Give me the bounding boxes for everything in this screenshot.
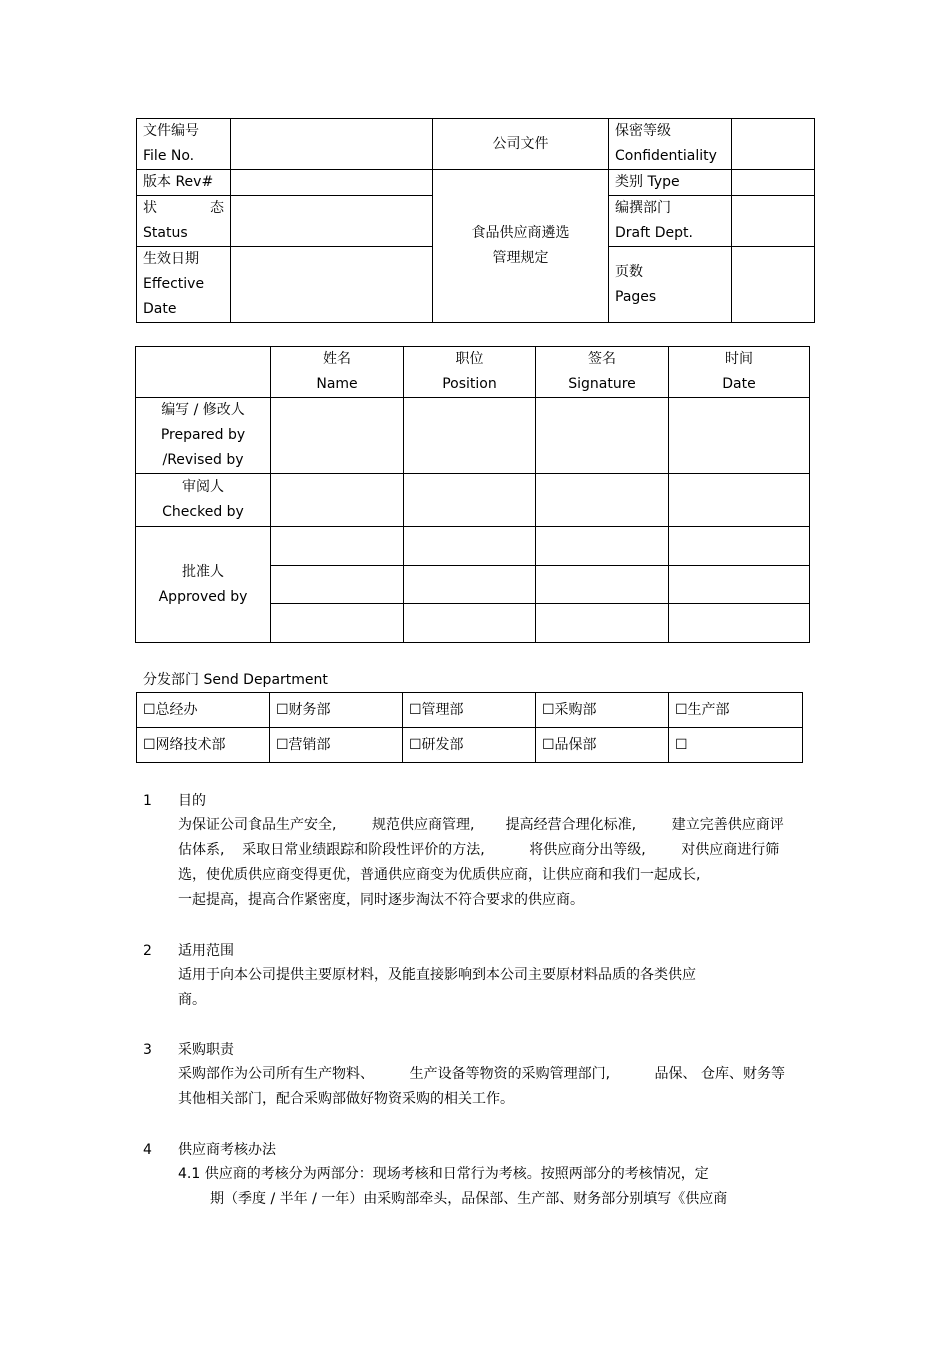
approved-signature-cell [536,527,669,566]
effective-date-label: 生效日期 Effective Date [137,247,231,323]
sign-corner-cell [136,347,271,398]
status-label: 状 态 Status [137,196,231,247]
dept-checkbox-rnd[interactable]: ☐研发部 [403,728,536,763]
section-2-number: 2 [143,943,152,959]
dept-checkbox-purchasing[interactable]: ☐采购部 [536,693,669,728]
signature-table [135,346,810,643]
col-signature-header: 签名 Signature [536,347,669,398]
document-title: 食品供应商遴选 管理规定 [433,170,609,323]
section-1-number: 1 [143,793,152,809]
prepared-name-cell [271,398,404,474]
approved-date-cell [669,527,810,566]
section-2-title: 适用范围 [178,943,234,959]
checked-name-cell [271,474,404,527]
draft-dept-label: 编撰部门 Draft Dept. [609,196,732,247]
effective-date-value [231,247,433,323]
revision-value [231,170,433,196]
pages-value [732,247,815,323]
section-1-paragraph: 为保证公司食品生产安全, 规范供应商管理, 提高经营合理化标准, 建立完善供应商评 估体系, 采取日常业绩跟踪和阶段性评价的方法, 将供应商分出等级, 对供应商进行筛 选，使优质供应商变得更优，普通供应商变为优质供应商，让供应商和我们一起成长, 一起提高，提高合作紧密度，同时逐步淘汰不符合要求的供应商。 [178,817,784,908]
dept-checkbox-quality[interactable]: ☐品保部 [536,728,669,763]
section-2-paragraph: 适用于向本公司提供主要原材料，及能直接影响到本公司主要原材料品质的各类供应 商。 [178,967,696,1008]
section-3-title: 采购职责 [178,1042,234,1058]
col-position-header: 职位 Position [404,347,536,398]
section-1-title: 目的 [178,793,206,809]
file-no-label: 文件编号 File No. [137,119,231,170]
pages-label: 页数 Pages [609,247,732,323]
prepared-signature-cell [536,398,669,474]
file-no-value [231,119,433,170]
checked-by-label: 审阅人 Checked by [136,474,271,527]
company-doc-label: 公司文件 [433,119,609,170]
col-name-header: 姓名 Name [271,347,404,398]
approved-position-cell [404,566,536,604]
col-date-header: 时间 Date [669,347,810,398]
approved-by-label: 批准人 Approved by [136,527,271,643]
send-department-table [136,692,803,763]
approved-signature-cell [536,604,669,643]
dept-checkbox-marketing[interactable]: ☐营销部 [270,728,403,763]
approved-signature-cell [536,566,669,604]
approved-position-cell [404,527,536,566]
approved-date-cell [669,566,810,604]
approved-name-cell [271,604,404,643]
section-4-title: 供应商考核办法 [178,1142,276,1158]
prepared-by-label: 编写 / 修改人 Prepared by /Revised by [136,398,271,474]
checked-signature-cell [536,474,669,527]
approved-name-cell [271,527,404,566]
revision-label: 版本 Rev# [137,170,231,196]
status-value [231,196,433,247]
confidentiality-value [732,119,815,170]
type-value [732,170,815,196]
section-4-paragraph: 4.1 供应商的考核分为两部分：现场考核和日常行为考核。按照两部分的考核情况，定 期（季度 / 半年 / 一年）由采购部牵头，品保部、生产部、财务部分别填写《供应商 [178,1166,728,1207]
section-4-number: 4 [143,1142,152,1158]
draft-dept-value [732,196,815,247]
dept-checkbox-management[interactable]: ☐管理部 [403,693,536,728]
prepared-date-cell [669,398,810,474]
approved-name-cell [271,566,404,604]
checked-position-cell [404,474,536,527]
approved-date-cell [669,604,810,643]
confidentiality-label: 保密等级 Confidentiality [609,119,732,170]
dept-checkbox-production[interactable]: ☐生产部 [669,693,803,728]
document-header-table [136,118,815,323]
section-3-number: 3 [143,1042,152,1058]
dept-checkbox-general-office[interactable]: ☐总经办 [137,693,270,728]
type-label: 类别 Type [609,170,732,196]
dept-checkbox-finance[interactable]: ☐财务部 [270,693,403,728]
dept-checkbox-blank[interactable]: ☐ [669,728,803,763]
dept-checkbox-network-tech[interactable]: ☐网络技术部 [137,728,270,763]
approved-position-cell [404,604,536,643]
checked-date-cell [669,474,810,527]
send-department-title: 分发部门 Send Department [143,672,328,688]
section-3-paragraph: 采购部作为公司所有生产物料、 生产设备等物资的采购管理部门, 品保、 仓库、财务等 其他相关部门，配合采购部做好物资采购的相关工作。 [178,1066,786,1107]
prepared-position-cell [404,398,536,474]
